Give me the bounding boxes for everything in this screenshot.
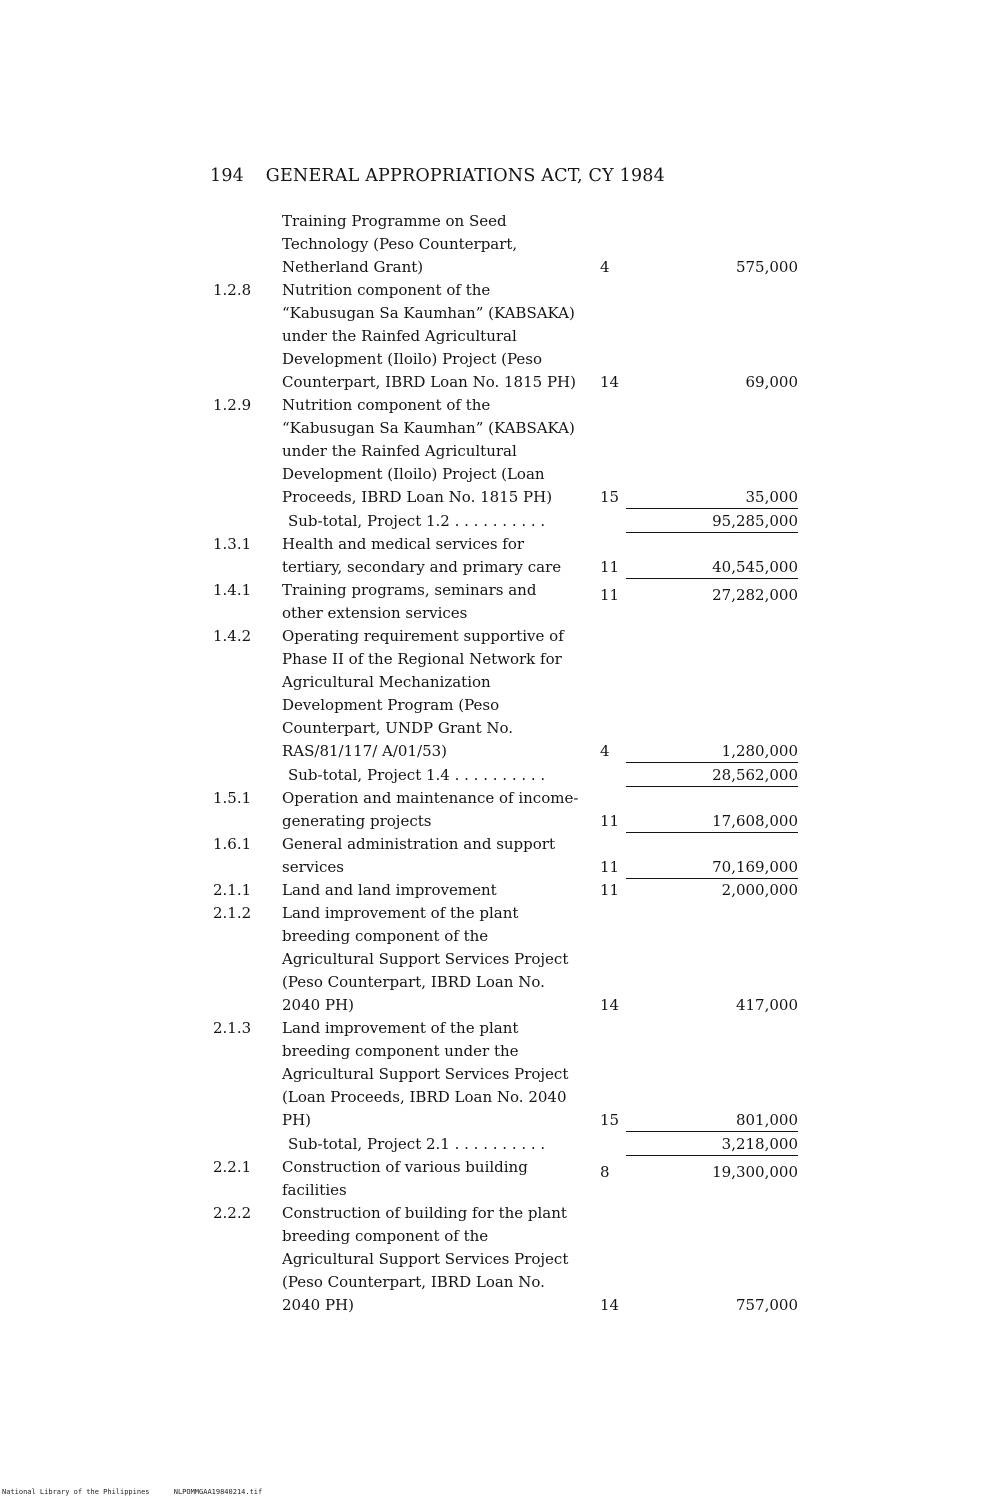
- item-amount: 27,282,000: [712, 586, 798, 604]
- list-item: [0, 902, 983, 1017]
- item-amount: 757,000: [735, 1296, 798, 1314]
- item-amount: 40,545,000: [626, 557, 798, 579]
- page-title: GENERAL APPROPRIATIONS ACT, CY 1984: [265, 166, 665, 186]
- item-description: Land and land improvement: [282, 881, 497, 899]
- list-item: [0, 394, 983, 509]
- subtotal-amount: 28,562,000: [626, 765, 798, 787]
- list-item: [0, 833, 983, 879]
- list-item: [0, 625, 983, 763]
- scan-footer: [2, 1488, 262, 1496]
- subtotal-row: [0, 510, 983, 533]
- item-amount: 17,608,000: [626, 811, 798, 833]
- list-item: [0, 1017, 983, 1132]
- item-description: Land improvement of the plant breeding component under the Agricultural Support Services Project (Loan Proceeds, IBRD Loan No. 2040 PH): [282, 1019, 569, 1129]
- scan-filename: NLPOMMGAA19840214.tif: [173, 1488, 263, 1496]
- item-class-number: 14: [600, 373, 620, 391]
- item-class-number: 14: [600, 1296, 620, 1314]
- item-description: Construction of building for the plant breeding component of the Agricultural Support Services Project (Peso Counterpart, IBRD Loan No. 2040 PH): [282, 1204, 569, 1314]
- subtotal-row: [0, 764, 983, 787]
- list-item: [0, 879, 983, 902]
- item-code: 2.2.1: [213, 1158, 252, 1176]
- item-class-number: 4: [600, 258, 610, 276]
- item-description: Operating requirement supportive of Phase II of the Regional Network for Agricultural Mechanization Development Program (Peso Counterpart, UNDP Grant No. RAS/81/117/ A/01/53): [282, 627, 564, 760]
- item-code: 2.1.1: [213, 881, 252, 899]
- item-amount: 2,000,000: [721, 881, 798, 899]
- item-class-number: 11: [600, 586, 620, 604]
- item-code: 1.2.9: [213, 396, 252, 414]
- list-item: [0, 579, 983, 625]
- item-class-number: 15: [600, 1111, 620, 1129]
- subtotal-label: Sub-total, Project 1.2 . . . . . . . . . .: [288, 512, 546, 530]
- item-amount: 69,000: [745, 373, 798, 391]
- item-code: 2.1.2: [213, 904, 252, 922]
- item-class-number: 14: [600, 996, 620, 1014]
- item-class-number: 11: [600, 812, 620, 830]
- item-code: 1.4.2: [213, 627, 252, 645]
- item-description: Training Programme on Seed Technology (Peso Counterpart, Netherland Grant): [282, 212, 518, 276]
- list-item: [0, 787, 983, 833]
- item-description: Operation and maintenance of income-generating projects: [282, 789, 579, 830]
- item-code: 1.2.8: [213, 281, 252, 299]
- item-code: 1.4.1: [213, 581, 252, 599]
- subtotal-amount: 95,285,000: [626, 511, 798, 533]
- item-description: Health and medical services for tertiary, secondary and primary care: [282, 535, 562, 576]
- list-item: [0, 533, 983, 579]
- item-code: 1.3.1: [213, 535, 252, 553]
- item-class-number: 11: [600, 558, 620, 576]
- list-item: [0, 210, 983, 279]
- item-code: 1.5.1: [213, 789, 252, 807]
- subtotal-label: Sub-total, Project 2.1 . . . . . . . . . .: [288, 1135, 546, 1153]
- item-code: 2.2.2: [213, 1204, 252, 1222]
- subtotal-label: Sub-total, Project 1.4 . . . . . . . . . .: [288, 766, 546, 784]
- item-amount: 19,300,000: [712, 1163, 798, 1181]
- item-class-number: 11: [600, 881, 620, 899]
- library-credit: National Library of the Philippines: [2, 1488, 150, 1496]
- subtotal-amount: 3,218,000: [626, 1134, 798, 1156]
- item-description: Land improvement of the plant breeding component of the Agricultural Support Services Project (Peso Counterpart, IBRD Loan No. 2040 PH): [282, 904, 569, 1014]
- subtotal-row: [0, 1133, 983, 1156]
- item-amount: 70,169,000: [626, 857, 798, 879]
- item-code: 2.1.3: [213, 1019, 252, 1037]
- item-amount: 417,000: [735, 996, 798, 1014]
- item-amount: 801,000: [626, 1110, 798, 1132]
- item-description: Nutrition component of the “Kabusugan Sa Kaumhan” (KABSAKA) under the Rainfed Agricultural Development (Iloilo) Project (Peso Counterpart, IBRD Loan No. 1815 PH): [282, 281, 576, 391]
- page-header: [210, 166, 665, 186]
- item-description: Training programs, seminars and other extension services: [282, 581, 537, 622]
- item-class-number: 11: [600, 858, 620, 876]
- item-description: General administration and support services: [282, 835, 555, 876]
- page-number: 194: [210, 166, 245, 186]
- item-class-number: 8: [600, 1163, 610, 1181]
- list-item: [0, 1202, 983, 1317]
- item-amount: 1,280,000: [626, 741, 798, 763]
- item-amount: 35,000: [626, 487, 798, 509]
- appropriations-list: [0, 210, 983, 1317]
- item-class-number: 15: [600, 488, 620, 506]
- list-item: [0, 279, 983, 394]
- item-description: Construction of various building facilities: [282, 1158, 528, 1199]
- item-amount: 575,000: [735, 258, 798, 276]
- list-item: [0, 1156, 983, 1202]
- item-description: Nutrition component of the “Kabusugan Sa Kaumhan” (KABSAKA) under the Rainfed Agricultural Development (Iloilo) Project (Loan Proceeds, IBRD Loan No. 1815 PH): [282, 396, 575, 506]
- item-class-number: 4: [600, 742, 610, 760]
- item-code: 1.6.1: [213, 835, 252, 853]
